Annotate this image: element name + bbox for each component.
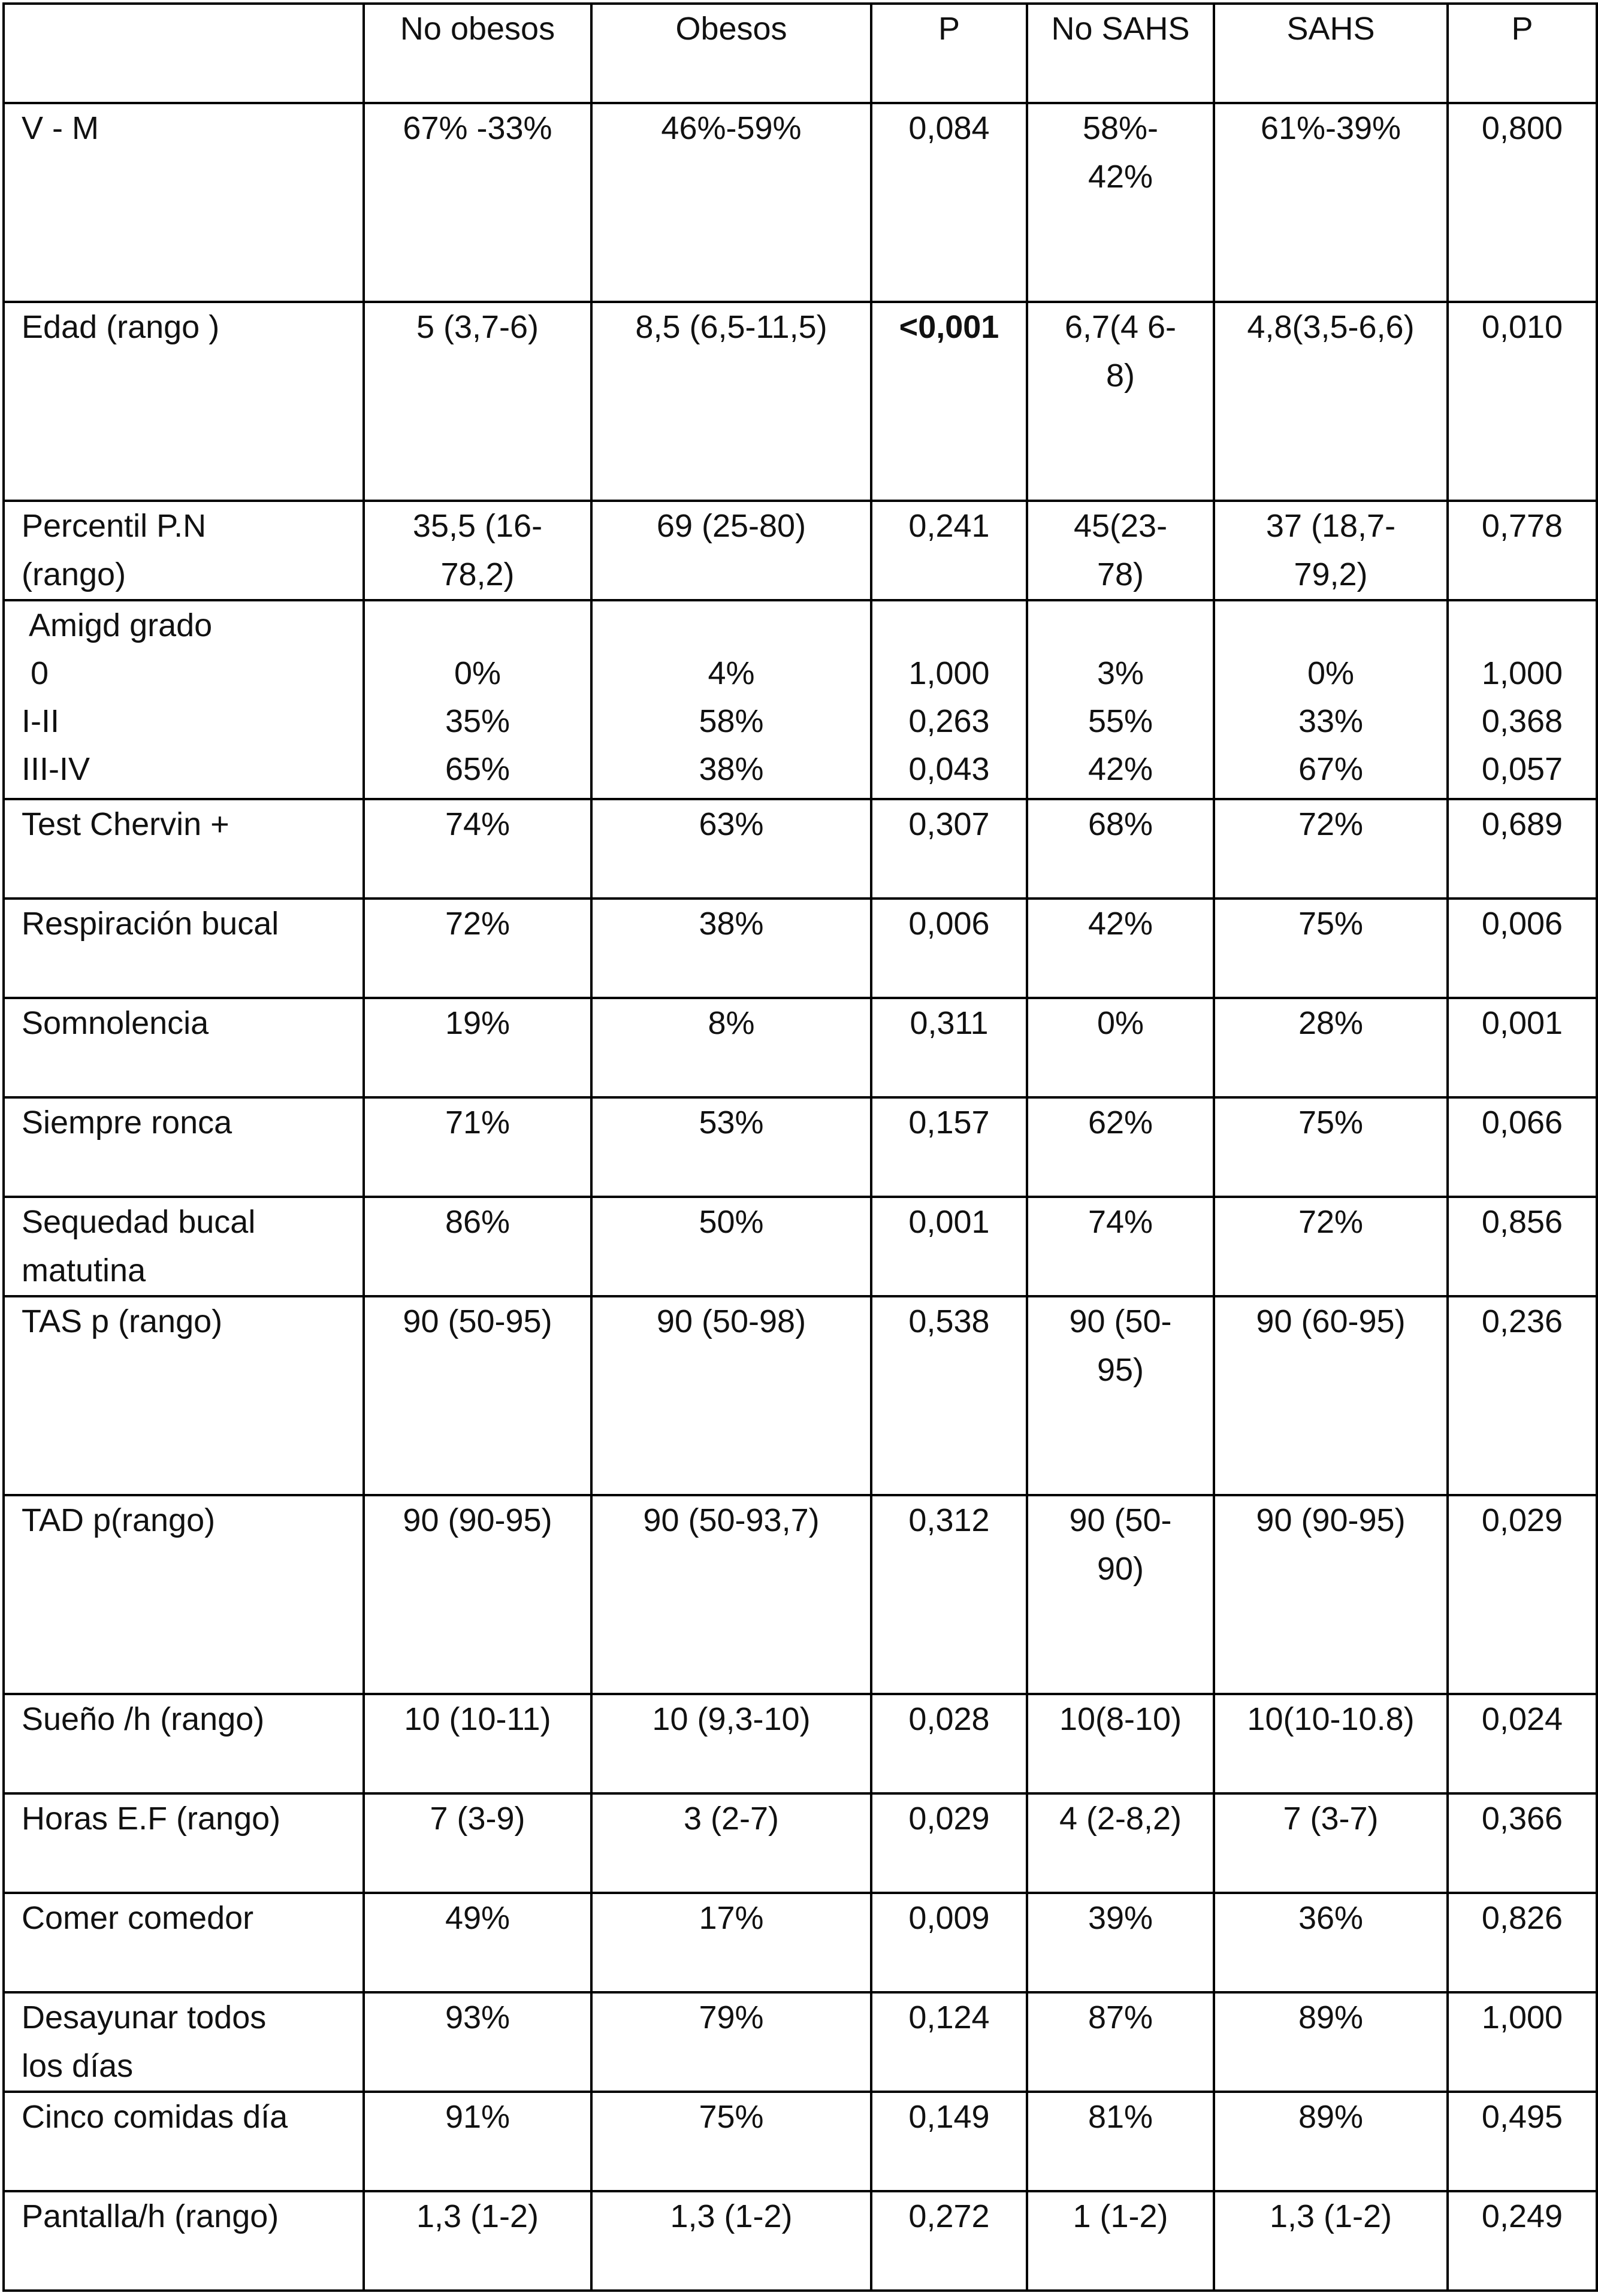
header-cell-blank <box>4 4 364 103</box>
cell-sahs <box>1214 1097 1448 1197</box>
cell-value-line: 4,8(3,5-6,6) <box>1247 309 1415 345</box>
cell-value-line: 4 (2-8,2) <box>1059 1801 1182 1837</box>
cell-value-line: 67% -33% <box>403 110 552 146</box>
cell-p-obesity <box>871 501 1027 600</box>
cell-value-line: 0,149 <box>908 2099 990 2135</box>
cell-no-sahs <box>1027 799 1214 899</box>
cell-value-line: 95) <box>1096 1352 1144 1388</box>
header-cell-no-obesos: No obesos <box>364 4 591 103</box>
row-label-cell <box>4 1893 364 1992</box>
cell-no-sahs <box>1027 302 1214 501</box>
cell-value-line: 1,000 <box>1481 655 1563 691</box>
cell-obesos <box>591 1197 871 1296</box>
cell-value-line: 10 (9,3-10) <box>652 1701 811 1737</box>
row-label-line: Respiración bucal <box>22 906 279 942</box>
cell-value-line <box>370 601 585 649</box>
cell-p-sahs <box>1448 1793 1597 1893</box>
cell-no-sahs <box>1027 1197 1214 1296</box>
cell-value-line: 42% <box>1088 751 1153 787</box>
cell-value-line: 0,006 <box>908 906 990 942</box>
cell-p-obesity <box>871 998 1027 1097</box>
cell-value-line: 58% <box>699 703 764 739</box>
cell-value-line: 50% <box>699 1204 764 1240</box>
cell-no-sahs <box>1027 1495 1214 1694</box>
cell-value-line: 0,249 <box>1481 2198 1563 2234</box>
cell-value-line: 0,800 <box>1481 110 1563 146</box>
cell-value-line: 0,024 <box>1481 1701 1563 1737</box>
cell-p-sahs <box>1448 1495 1597 1694</box>
cell-value-line: 35% <box>445 703 510 739</box>
cell-obesos <box>591 1793 871 1893</box>
cell-sahs <box>1214 1992 1448 2092</box>
cell-value-line: 42% <box>1088 159 1153 195</box>
cell-no-sahs <box>1027 1893 1214 1992</box>
row-label-cell <box>4 2191 364 2291</box>
cell-p-sahs <box>1448 1893 1597 1992</box>
header-cell-obesos: Obesos <box>591 4 871 103</box>
cell-no-sahs <box>1027 103 1214 302</box>
cell-value-line <box>1454 601 1591 649</box>
cell-sahs <box>1214 1793 1448 1893</box>
cell-p-sahs <box>1448 2191 1597 2291</box>
cell-value-line: 49% <box>445 1900 510 1936</box>
cell-sahs <box>1214 1694 1448 1793</box>
cell-value-line: 74% <box>1088 1204 1153 1240</box>
cell-no-obesos <box>364 799 591 899</box>
cell-value-line: 63% <box>699 806 764 842</box>
cell-p-obesity <box>871 1793 1027 1893</box>
row-label-line: Sequedad bucal <box>22 1204 256 1240</box>
cell-value-line: 8,5 (6,5-11,5) <box>635 309 827 345</box>
row-label-line: Horas E.F (rango) <box>22 1801 281 1837</box>
cell-value-line: 6,7(4 6- <box>1064 309 1177 345</box>
cell-p-sahs <box>1448 302 1597 501</box>
table-row <box>4 799 1597 899</box>
cell-no-obesos <box>364 103 591 302</box>
header-cell-p-sahs: P <box>1448 4 1597 103</box>
cell-p-obesity <box>871 2191 1027 2291</box>
row-label-cell <box>4 899 364 998</box>
cell-value-line: 78) <box>1096 556 1144 592</box>
cell-value-line: 0,006 <box>1481 906 1563 942</box>
cell-value-line: 3 (2-7) <box>683 1801 780 1837</box>
cell-value-line: 0% <box>1096 1005 1144 1041</box>
cell-value-line: 38% <box>699 751 764 787</box>
cell-obesos <box>591 302 871 501</box>
cell-value-line: 5 (3,7-6) <box>416 309 539 345</box>
cell-value-line: 0,057 <box>1481 751 1563 787</box>
cell-sahs <box>1214 2191 1448 2291</box>
cell-value-line: 75% <box>1298 1105 1364 1141</box>
table-row <box>4 1495 1597 1694</box>
cell-value-line: 0,778 <box>1481 508 1563 544</box>
cell-value-line: 36% <box>1298 1900 1364 1936</box>
cell-value-line <box>1220 601 1442 649</box>
cell-value-line: 0,124 <box>908 1999 990 2035</box>
cell-value-line: 1,3 (1-2) <box>416 2198 539 2234</box>
cell-p-sahs <box>1448 998 1597 1097</box>
cell-p-obesity <box>871 899 1027 998</box>
cell-value-line: 1 (1-2) <box>1073 2198 1168 2234</box>
cell-no-sahs <box>1027 1694 1214 1793</box>
table-row <box>4 103 1597 302</box>
cell-value-line: 0,066 <box>1481 1105 1563 1141</box>
cell-value-line: 0,368 <box>1481 703 1563 739</box>
cell-value-line: 90 (50- <box>1069 1502 1172 1538</box>
cell-no-obesos <box>364 302 591 501</box>
row-label-line: Pantalla/h (rango) <box>22 2198 279 2234</box>
cell-p-obesity <box>871 1495 1027 1694</box>
cell-value-line: 0,028 <box>908 1701 990 1737</box>
cell-value-line: 4% <box>708 655 755 691</box>
cell-sahs <box>1214 1893 1448 1992</box>
cell-value-line: 68% <box>1088 806 1153 842</box>
table-row <box>4 2092 1597 2191</box>
cell-value-line: 69 (25-80) <box>656 508 806 544</box>
cell-value-line: 10(8-10) <box>1059 1701 1182 1737</box>
cell-value-line: 58%- <box>1082 110 1159 146</box>
cell-value-line: 90 (50-95) <box>403 1303 552 1339</box>
cell-value-line: 0,001 <box>908 1204 990 1240</box>
cell-no-obesos <box>364 1296 591 1495</box>
cell-no-obesos <box>364 1097 591 1197</box>
cell-value-line: 86% <box>445 1204 510 1240</box>
row-label-line: III-IV <box>22 751 90 787</box>
cell-value-line: 38% <box>699 906 764 942</box>
cell-p-obesity <box>871 1296 1027 1495</box>
cell-value-line: 1,000 <box>1481 1999 1563 2035</box>
table-row <box>4 302 1597 501</box>
row-label-cell <box>4 799 364 899</box>
cell-sahs <box>1214 1495 1448 1694</box>
cell-no-sahs <box>1027 1097 1214 1197</box>
cell-value-line <box>877 601 1021 649</box>
cell-no-sahs <box>1027 1296 1214 1495</box>
row-label-line: Somnolencia <box>22 1005 209 1041</box>
cell-sahs <box>1214 899 1448 998</box>
cell-no-obesos <box>364 1197 591 1296</box>
cell-value-line: 0,009 <box>908 1900 990 1936</box>
cell-value-line: 0,157 <box>908 1105 990 1141</box>
cell-p-obesity <box>871 1097 1027 1197</box>
row-label-cell <box>4 103 364 302</box>
cell-no-sahs <box>1027 501 1214 600</box>
cell-value-line: 67% <box>1298 751 1364 787</box>
cell-no-obesos <box>364 600 591 799</box>
cell-no-obesos <box>364 998 591 1097</box>
cell-no-obesos <box>364 899 591 998</box>
row-label-line: Edad (rango ) <box>22 309 220 345</box>
cell-sahs <box>1214 1296 1448 1495</box>
table-row <box>4 501 1597 600</box>
cell-value-line: 0,856 <box>1481 1204 1563 1240</box>
cell-value-line: 8) <box>1105 358 1135 394</box>
cell-value-line: 0,001 <box>1481 1005 1563 1041</box>
cell-p-sahs <box>1448 1694 1597 1793</box>
row-label-line: Test Chervin + <box>22 806 229 842</box>
cell-value-line: 1,3 (1-2) <box>1269 2198 1392 2234</box>
row-label-line: Amigd grado <box>22 607 213 643</box>
cell-obesos <box>591 1694 871 1793</box>
cell-sahs <box>1214 600 1448 799</box>
row-label-line: Comer comedor <box>22 1900 254 1936</box>
cell-value-line: 90 (60-95) <box>1256 1303 1406 1339</box>
cell-value-line: 0,495 <box>1481 2099 1563 2135</box>
row-label-cell <box>4 302 364 501</box>
cell-sahs <box>1214 799 1448 899</box>
cell-obesos <box>591 1992 871 2092</box>
cell-no-obesos <box>364 2191 591 2291</box>
cell-value-line: 45(23- <box>1073 508 1168 544</box>
cell-value-line: 0% <box>1307 655 1355 691</box>
cell-obesos <box>591 2092 871 2191</box>
cell-obesos <box>591 2191 871 2291</box>
cell-obesos <box>591 1097 871 1197</box>
row-label-cell <box>4 998 364 1097</box>
cell-value-line: 10 (10-11) <box>404 1701 551 1737</box>
cell-p-sahs <box>1448 1296 1597 1495</box>
cell-p-obesity <box>871 302 1027 501</box>
cell-no-sahs <box>1027 2092 1214 2191</box>
cell-value-line: 19% <box>445 1005 510 1041</box>
row-label-line: Percentil P.N <box>22 508 207 544</box>
row-label-cell <box>4 1495 364 1694</box>
cell-value-line: 0,043 <box>908 751 990 787</box>
cell-value-line: 75% <box>699 2099 764 2135</box>
cell-value-line: 65% <box>445 751 510 787</box>
cell-value-line: 7 (3-9) <box>430 1801 525 1837</box>
cell-value-line: 72% <box>1298 806 1364 842</box>
cell-value-line: 3% <box>1096 655 1144 691</box>
cell-p-sahs <box>1448 1992 1597 2092</box>
cell-sahs <box>1214 501 1448 600</box>
table-row <box>4 998 1597 1097</box>
row-label-cell <box>4 1992 364 2092</box>
table-row <box>4 1694 1597 1793</box>
row-label-line: TAD p(rango) <box>22 1502 216 1538</box>
row-label-line: los días <box>22 2048 134 2084</box>
cell-no-obesos <box>364 1694 591 1793</box>
cell-p-sahs <box>1448 1097 1597 1197</box>
cell-value-line: 7 (3-7) <box>1283 1801 1379 1837</box>
cell-p-sahs <box>1448 103 1597 302</box>
cell-obesos <box>591 600 871 799</box>
cell-value-line: 78,2) <box>440 556 515 592</box>
cell-value-line: 53% <box>699 1105 764 1141</box>
cell-sahs <box>1214 1197 1448 1296</box>
cell-value-line: 0,826 <box>1481 1900 1563 1936</box>
table-row <box>4 1097 1597 1197</box>
cell-value-line: 0,084 <box>908 110 990 146</box>
cell-value-line: 79% <box>699 1999 764 2035</box>
cell-value-line: 90 (50-98) <box>656 1303 806 1339</box>
row-label-cell <box>4 600 364 799</box>
cell-obesos <box>591 1296 871 1495</box>
row-label-cell <box>4 1793 364 1893</box>
cell-value-line: 1,3 (1-2) <box>670 2198 793 2234</box>
row-label-cell <box>4 2092 364 2191</box>
row-label-line: Cinco comidas día <box>22 2099 288 2135</box>
cell-value-line: 90) <box>1096 1551 1144 1587</box>
table-row <box>4 1893 1597 1992</box>
cell-value-line: 91% <box>445 2099 510 2135</box>
row-label-cell <box>4 1097 364 1197</box>
cell-value-line: <0,001 <box>899 309 999 345</box>
cell-value-line: 0,029 <box>1481 1502 1563 1538</box>
header-cell-p-obesity: P <box>871 4 1027 103</box>
cell-value-line: 79,2) <box>1294 556 1368 592</box>
cell-obesos <box>591 501 871 600</box>
cell-value-line: 0,263 <box>908 703 990 739</box>
cell-value-line: 55% <box>1088 703 1153 739</box>
cell-value-line: 46%-59% <box>661 110 802 146</box>
cell-obesos <box>591 799 871 899</box>
cell-value-line: 62% <box>1088 1105 1153 1141</box>
cell-value-line: 0,538 <box>908 1303 990 1339</box>
cell-p-obesity <box>871 2092 1027 2191</box>
row-label-line: matutina <box>22 1253 146 1288</box>
row-label-cell <box>4 1694 364 1793</box>
cell-value-line: 90 (50- <box>1069 1303 1172 1339</box>
cell-sahs <box>1214 302 1448 501</box>
cell-p-sahs <box>1448 899 1597 998</box>
cell-value-line: 93% <box>445 1999 510 2035</box>
cell-p-sahs <box>1448 501 1597 600</box>
cell-no-sahs <box>1027 1992 1214 2092</box>
cell-value-line: 8% <box>708 1005 755 1041</box>
cell-value-line: 0,010 <box>1481 309 1563 345</box>
cell-value-line: 90 (50-93,7) <box>643 1502 820 1538</box>
cell-value-line: 10(10-10.8) <box>1247 1701 1415 1737</box>
cell-value-line: 0,272 <box>908 2198 990 2234</box>
cell-sahs <box>1214 2092 1448 2191</box>
cell-obesos <box>591 103 871 302</box>
cell-p-sahs <box>1448 799 1597 899</box>
cell-value-line: 90 (90-95) <box>403 1502 552 1538</box>
cell-value-line: 35,5 (16- <box>412 508 543 544</box>
cell-obesos <box>591 1495 871 1694</box>
cell-no-sahs <box>1027 600 1214 799</box>
cell-obesos <box>591 1893 871 1992</box>
cell-value-line: 42% <box>1088 906 1153 942</box>
cell-sahs <box>1214 103 1448 302</box>
cell-no-sahs <box>1027 899 1214 998</box>
table-row <box>4 1992 1597 2092</box>
row-label-line: TAS p (rango) <box>22 1303 223 1339</box>
cell-value-line: 89% <box>1298 2099 1364 2135</box>
cell-p-obesity <box>871 600 1027 799</box>
cell-obesos <box>591 998 871 1097</box>
cell-value-line: 0,029 <box>908 1801 990 1837</box>
table-row <box>4 600 1597 799</box>
cell-p-obesity <box>871 1694 1027 1793</box>
table-row <box>4 2191 1597 2291</box>
cell-value-line <box>597 601 865 649</box>
cell-value-line: 61%-39% <box>1260 110 1401 146</box>
cell-p-obesity <box>871 1197 1027 1296</box>
cell-value-line: 0,311 <box>910 1005 989 1041</box>
cell-value-line: 33% <box>1298 703 1364 739</box>
cell-no-sahs <box>1027 2191 1214 2291</box>
header-cell-no-sahs: No SAHS <box>1027 4 1214 103</box>
cell-sahs <box>1214 998 1448 1097</box>
table-row <box>4 1296 1597 1495</box>
cell-no-sahs <box>1027 1793 1214 1893</box>
cell-no-obesos <box>364 1495 591 1694</box>
cell-value-line: 0,312 <box>908 1502 990 1538</box>
row-label-cell <box>4 501 364 600</box>
cell-value-line: 0% <box>454 655 502 691</box>
cell-value-line: 71% <box>445 1105 510 1141</box>
row-label-line: Desayunar todos <box>22 1999 267 2035</box>
cell-no-sahs <box>1027 998 1214 1097</box>
cell-value-line: 0,307 <box>908 806 990 842</box>
table-row <box>4 1793 1597 1893</box>
cell-p-obesity <box>871 1893 1027 1992</box>
table-row <box>4 1197 1597 1296</box>
cell-p-obesity <box>871 1992 1027 2092</box>
row-label-line: V - M <box>22 110 99 146</box>
cell-value-line: 0,689 <box>1481 806 1563 842</box>
cell-value-line: 1,000 <box>908 655 990 691</box>
cell-no-obesos <box>364 1992 591 2092</box>
cell-value-line: 39% <box>1088 1900 1153 1936</box>
row-label-line: (rango) <box>22 556 126 592</box>
cell-value-line: 75% <box>1298 906 1364 942</box>
cell-value-line: 37 (18,7- <box>1265 508 1396 544</box>
row-label-line: I-II <box>22 703 59 739</box>
cell-p-obesity <box>871 799 1027 899</box>
cell-value-line: 90 (90-95) <box>1256 1502 1406 1538</box>
cell-value-line: 72% <box>445 906 510 942</box>
cell-value-line: 72% <box>1298 1204 1364 1240</box>
header-row <box>4 4 1597 103</box>
cell-value-line: 0,366 <box>1481 1801 1563 1837</box>
row-label-line: 0 <box>22 655 49 691</box>
table-row <box>4 899 1597 998</box>
cell-value-line: 0,241 <box>908 508 990 544</box>
row-label-cell <box>4 1197 364 1296</box>
row-label-cell <box>4 1296 364 1495</box>
cell-value-line: 81% <box>1088 2099 1153 2135</box>
cell-no-obesos <box>364 1893 591 1992</box>
cell-value-line: 74% <box>445 806 510 842</box>
cell-no-obesos <box>364 1793 591 1893</box>
cell-value-line: 17% <box>699 1900 764 1936</box>
cell-value-line: 0,236 <box>1481 1303 1563 1339</box>
cell-p-obesity <box>871 103 1027 302</box>
row-label-line: Siempre ronca <box>22 1105 232 1141</box>
cell-value-line: 87% <box>1088 1999 1153 2035</box>
cell-value-line: 89% <box>1298 1999 1364 2035</box>
comparison-table <box>2 2 1598 2292</box>
cell-value-line <box>1033 601 1208 649</box>
header-cell-sahs: SAHS <box>1214 4 1448 103</box>
cell-value-line: 28% <box>1298 1005 1364 1041</box>
cell-p-sahs <box>1448 600 1597 799</box>
cell-no-obesos <box>364 2092 591 2191</box>
cell-obesos <box>591 899 871 998</box>
cell-p-sahs <box>1448 2092 1597 2191</box>
cell-p-sahs <box>1448 1197 1597 1296</box>
cell-no-obesos <box>364 501 591 600</box>
row-label-line: Sueño /h (rango) <box>22 1701 265 1737</box>
